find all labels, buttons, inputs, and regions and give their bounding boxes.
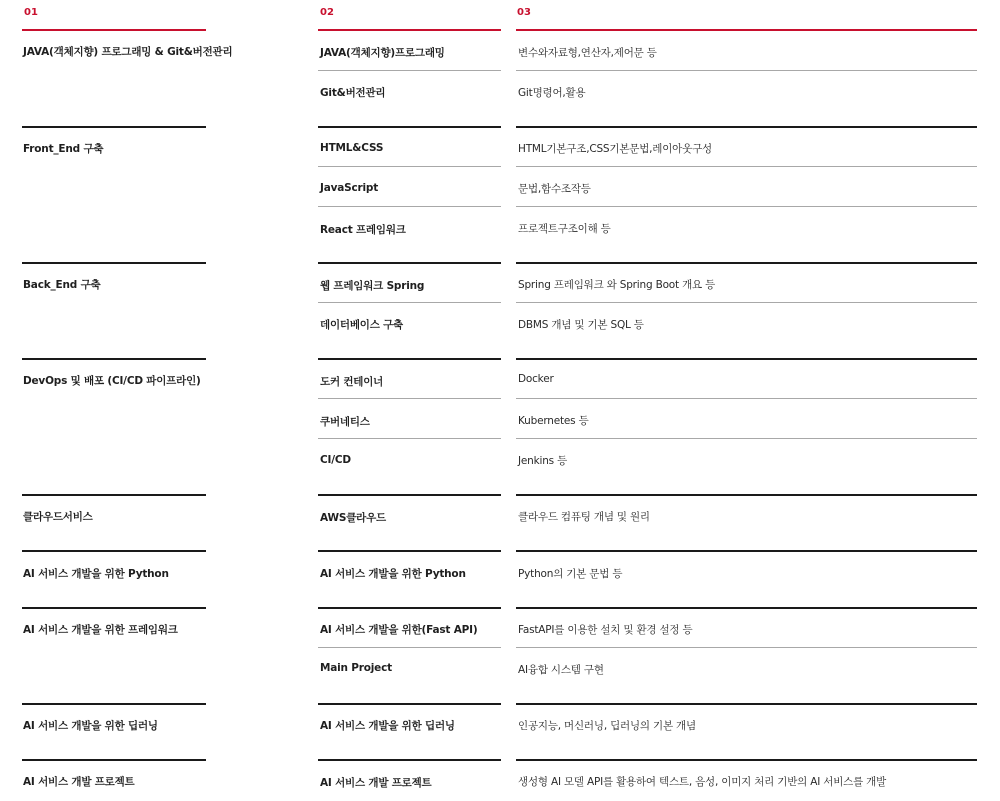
detail-label: HTML기본구조,CSS기본문법,레이아웃구성 <box>518 143 712 155</box>
topic-label: 도커 컨테이너 <box>320 376 384 388</box>
group-divider <box>318 550 501 552</box>
row-divider <box>318 302 501 303</box>
group-divider <box>318 262 501 264</box>
column-header-01: 01 <box>22 0 206 31</box>
detail-label: 변수와자료형,연산자,제어문 등 <box>518 47 657 59</box>
detail-label: 프로젝트구조이해 등 <box>518 223 611 235</box>
group-divider <box>318 703 501 705</box>
group-divider <box>22 126 206 128</box>
category-label: Back_End 구축 <box>23 279 101 291</box>
category-label: DevOps 및 배포 (CI/CD 파이프라인) <box>23 375 201 387</box>
detail-label: Docker <box>518 373 554 385</box>
row-divider <box>318 206 501 207</box>
topic-label: React 프레임워크 <box>320 224 406 236</box>
topic-label: HTML&CSS <box>320 142 384 154</box>
detail-label: Python의 기본 문법 등 <box>518 568 623 580</box>
group-divider <box>22 759 206 761</box>
category-label: Front_End 구축 <box>23 143 104 155</box>
group-divider <box>516 126 977 128</box>
topic-label: AI 서비스 개발을 위한 딥러닝 <box>320 720 455 732</box>
row-divider <box>516 647 977 648</box>
column-header-02: 02 <box>318 0 501 31</box>
category-label: AI 서비스 개발 프로젝트 <box>23 776 135 788</box>
group-divider <box>516 703 977 705</box>
row-divider <box>516 438 977 439</box>
category-label: 클라우드서비스 <box>23 511 93 523</box>
detail-label: 문법,함수조작등 <box>518 183 591 195</box>
group-divider <box>516 607 977 609</box>
detail-label: AI융합 시스템 구현 <box>518 664 604 676</box>
row-divider <box>516 206 977 207</box>
group-divider <box>516 358 977 360</box>
row-divider <box>516 302 977 303</box>
row-divider <box>318 647 501 648</box>
topic-label: 웹 프레임워크 Spring <box>320 280 425 292</box>
group-divider <box>22 262 206 264</box>
group-divider <box>22 550 206 552</box>
topic-label: JAVA(객체지향)프로그래밍 <box>320 47 445 59</box>
detail-label: 클라우드 컴퓨팅 개념 및 원리 <box>518 511 650 523</box>
column-header-03: 03 <box>516 0 977 31</box>
detail-label: Spring 프레임워크 와 Spring Boot 개요 등 <box>518 279 716 291</box>
row-divider <box>318 70 501 71</box>
detail-label: DBMS 개념 및 기본 SQL 등 <box>518 319 644 331</box>
row-divider <box>516 166 977 167</box>
group-divider <box>22 703 206 705</box>
category-label: JAVA(객체지향) 프로그래밍 & Git&버전관리 <box>23 46 233 58</box>
group-divider <box>318 607 501 609</box>
topic-label: AI 서비스 개발을 위한(Fast API) <box>320 624 478 636</box>
group-divider <box>516 550 977 552</box>
category-label: AI 서비스 개발을 위한 프레임워크 <box>23 624 178 636</box>
category-label: AI 서비스 개발을 위한 딥러닝 <box>23 720 158 732</box>
group-divider <box>516 759 977 761</box>
topic-label: AWS클라우드 <box>320 512 386 524</box>
row-divider <box>516 398 977 399</box>
row-divider <box>318 166 501 167</box>
topic-label: 데이터베이스 구축 <box>320 319 403 331</box>
topic-label: CI/CD <box>320 454 351 466</box>
detail-label: 인공지능, 머신러닝, 딥러닝의 기본 개념 <box>518 720 696 732</box>
topic-label: 쿠버네티스 <box>320 416 370 428</box>
topic-label: Git&버전관리 <box>320 87 386 99</box>
detail-label: Kubernetes 등 <box>518 415 589 427</box>
detail-label: 생성형 AI 모델 API를 활용하여 텍스트, 음성, 이미지 처리 기반의 AI 서비스를 개발 <box>518 776 887 788</box>
row-divider <box>318 438 501 439</box>
group-divider <box>318 358 501 360</box>
row-divider <box>318 398 501 399</box>
group-divider <box>22 494 206 496</box>
group-divider <box>318 759 501 761</box>
group-divider <box>22 358 206 360</box>
category-label: AI 서비스 개발을 위한 Python <box>23 568 169 580</box>
topic-label: AI 서비스 개발을 위한 Python <box>320 568 466 580</box>
detail-label: Git명령어,활용 <box>518 87 586 99</box>
group-divider <box>318 126 501 128</box>
topic-label: AI 서비스 개발 프로젝트 <box>320 777 432 789</box>
group-divider <box>22 607 206 609</box>
topic-label: Main Project <box>320 662 392 674</box>
detail-label: FastAPI를 이용한 설치 및 환경 설정 등 <box>518 624 693 636</box>
group-divider <box>516 494 977 496</box>
group-divider <box>516 262 977 264</box>
group-divider <box>318 494 501 496</box>
detail-label: Jenkins 등 <box>518 455 568 467</box>
topic-label: JavaScript <box>320 182 379 194</box>
row-divider <box>516 70 977 71</box>
